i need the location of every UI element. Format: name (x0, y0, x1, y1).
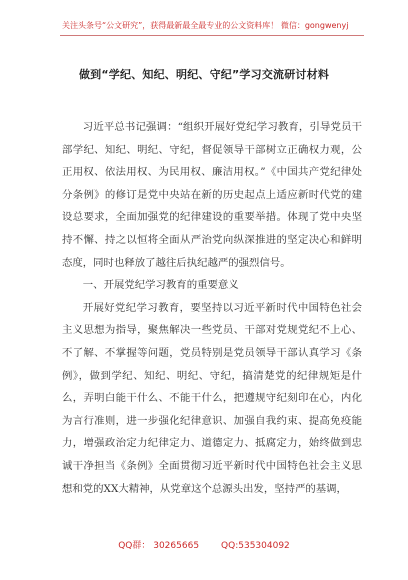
header-divider (60, 35, 364, 36)
document-body (62, 116, 362, 500)
footer-contact (0, 538, 408, 551)
header-notice: 关注头条号“公文研究”，获得最新最全最专业的公文资料库！ 微信：gongwenyj (62, 21, 349, 30)
footer-qq-number: QQ:535304092 (221, 541, 290, 551)
section-heading: 一、开展党纪学习教育的重要意义 (82, 279, 239, 292)
document-title: 做到“学纪、知纪、明纪、守纪”学习交流研讨材料 (78, 68, 330, 81)
paragraph-section-one: 开展好党纪学习教育，要坚持以习近平新时代中国特色社会主义思想为指导，聚焦解决一些党员、干部对党规党纪不上心、不了解、不掌握等问题，党员特别是党员领导干部认真学习《条例》，做到学纪、知纪、明纪、守纪，搞清楚党的纪律规矩是什么，弄明白能干什么、不能干什么，把遵规守纪刻印在心，内化为言行准则，进一步强化纪律意识、加强自我约束、提高免疫能力，增强政治定力纪律定力、道德定力、抵腐定力，始终做到忠诚干净担当《条例》全面贯彻习近平新时代中国特色社会主义思想和党的XX大精神，从党章这个总源头出发，坚持严的基调， (62, 301, 362, 495)
footer-qq-group: QQ群： 30265665 (118, 541, 200, 551)
paragraph-intro: 习近平总书记强调：“组织开展好党纪学习教育，引导党员干部学纪、知纪、明纪、守纪，督促领导干部树立正确权力观，公正用权、依法用权、为民用权、廉洁用权。”《中国共产党纪律处分条例》的修订是党中央站在新的历史起点上适应新时代党的建设总要求，全面加强党的纪律建设的重要举措。体现了党中央坚持不懈、持之以恒将全面从严治党向纵深推进的坚定决心和鲜明态度，同时也释放了越往后执纪越严的强烈信号。 (62, 121, 362, 269)
